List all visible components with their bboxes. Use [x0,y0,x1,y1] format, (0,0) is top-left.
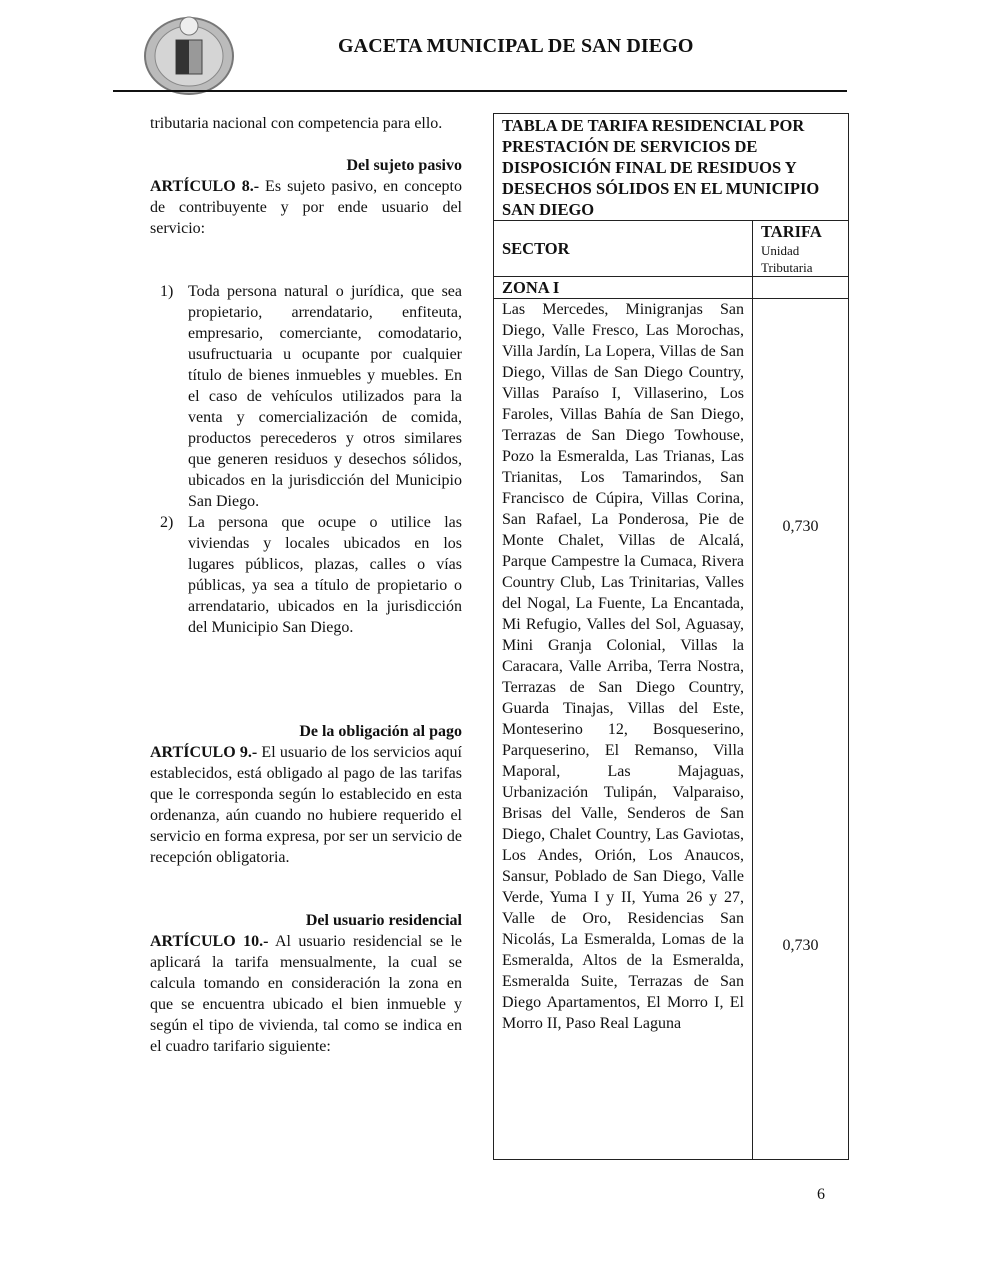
municipal-seal-logo [140,12,238,96]
tariff-values-cell [753,299,849,1160]
list-item [150,281,462,512]
item-number: 1) [160,283,174,300]
article-8-label: ARTÍCULO 8.- [150,178,260,195]
tarifa-unit: Unidad Tributaria [761,243,813,275]
col-header-tarifa [753,221,849,277]
sector-list-cell: Las Mercedes, Minigranjas San Diego, Valle Fresco, Las Morochas, Villa Jardín, La Lopera, Villas de San Diego, Villas de San Diego Country, Villas Paraíso I, Villaserino, Los Faroles, Villas Bahía de San Diego, Terrazas de San Diego Towhouse, Pozo la Esmeralda, Las Trianas, Las Trianitas, Los Tamarindos, San Francisco de Cúpira, Villas Corina, San Rafael, La Ponderosa, Pie de Monte Chalet, Villas de Alcalá, Parque Campestre la Cumaca, Rivera Country Club, Las Trinitarias, Valles del Nogal, La Fuente, La Encantada, Mi Refugio, Valles del Sol, Aguasay, Mini Granja Colonial, Villas la Caracara, Valle Arriba, Terra Nostra, Terrazas de San Diego Country, Guarda Tinajas, Villas del Este, Monteserino 12, Bosqueserino, Parqueserino, El Remanso, Villa Maporal, Las Majaguas, Urbanización Tulipán, Valparaiso, Brisas del Valle, Senderos de San Diego, Chalet Country, Las Gaviotas, Los Andes, Orión, Los Anaucos, Sansur, Poblado de San Diego, Valle Verde, Yuma I y II, Yuma 26 y 27, Valle de Oro, Residencias San Nicolás, La Esmeralda, Lomas de la Esmeralda, Altos de la Esmeralda, Esmeralda Suite, Terrazas de San Diego Apartamentos, El Morro I, El Morro II, Paso Real Laguna [494,299,753,1160]
intro-text: tributaria nacional con competencia para ello. [150,115,443,132]
article-10 [150,931,462,1057]
tariff-table [493,113,849,1160]
article-10-text: Al usuario residencial se le aplicará la tarifa mensualmente, la cual se calcula tomando en consideración la zona en que se encuentra ubicado el bien inmueble y según el tipo de vivienda, tal como se indica en el cuadro tarifario siguiente: [150,933,463,1055]
zone-empty-cell [753,277,849,299]
article-9-label: ARTÍCULO 9.- [150,744,258,761]
gazette-title: GACETA MUNICIPAL DE SAN DIEGO [338,35,694,57]
heading-usuario-residencial: Del usuario residencial [305,912,462,929]
list-item [150,512,462,638]
article-9 [150,742,462,868]
zone-label: ZONA I [494,277,753,299]
tariff-value: 0,730 [782,937,819,954]
item-text: Toda persona natural o jurídica, que sea propietario, arrendatario, enfiteuta, empresario, comerciante, comodatario, usufructuaria u ocupante por cualquier título de bienes inmuebles y muebles. En el caso de vehículos utilizados para la venta y comercialización de comida, productos perecederos y otros similares que generen residuos y desechos sólidos, ubicados en la jurisdicción del Municipio San Diego. [188,283,462,510]
heading-sujeto-pasivo: Del sujeto pasivo [346,157,462,174]
tariff-value: 0,730 [782,518,819,535]
article-8-text: Es sujeto pasivo, en concepto de contribuyente y por ende usuario del servicio: [150,178,463,237]
item-text: La persona que ocupe o utilice las viviendas y locales ubicados en los lugares públicos, plazas, calles o vías públicas, ya sea a título de propietario o arrendatario, ubicados en la jurisdicción del Municipio San Diego. [188,514,462,636]
article-9-text: El usuario de los servicios aquí establecidos, está obligado al pago de las tarifas que le corresponda según lo establecido en esta ordenanza, aún cuando no hubiere requerido el servicio en forma expresa, por ser un servicio de recepción obligatoria. [150,744,463,866]
heading-obligacion-pago: De la obligación al pago [299,723,462,740]
article-10-label: ARTÍCULO 10.- [150,933,269,950]
page-number: 6 [817,1186,825,1203]
item-number: 2) [160,514,174,531]
col-header-sector: SECTOR [494,221,753,277]
tarifa-label: TARIFA [761,222,822,241]
article-8 [150,176,462,239]
table-title: TABLA DE TARIFA RESIDENCIAL POR PRESTACIÓN DE SERVICIOS DE DISPOSICIÓN FINAL DE RESIDUOS Y DESECHOS SÓLIDOS EN EL MUNICIPIO SAN DIEGO [494,114,849,221]
header-rule [113,90,847,92]
subject-list [150,281,462,638]
